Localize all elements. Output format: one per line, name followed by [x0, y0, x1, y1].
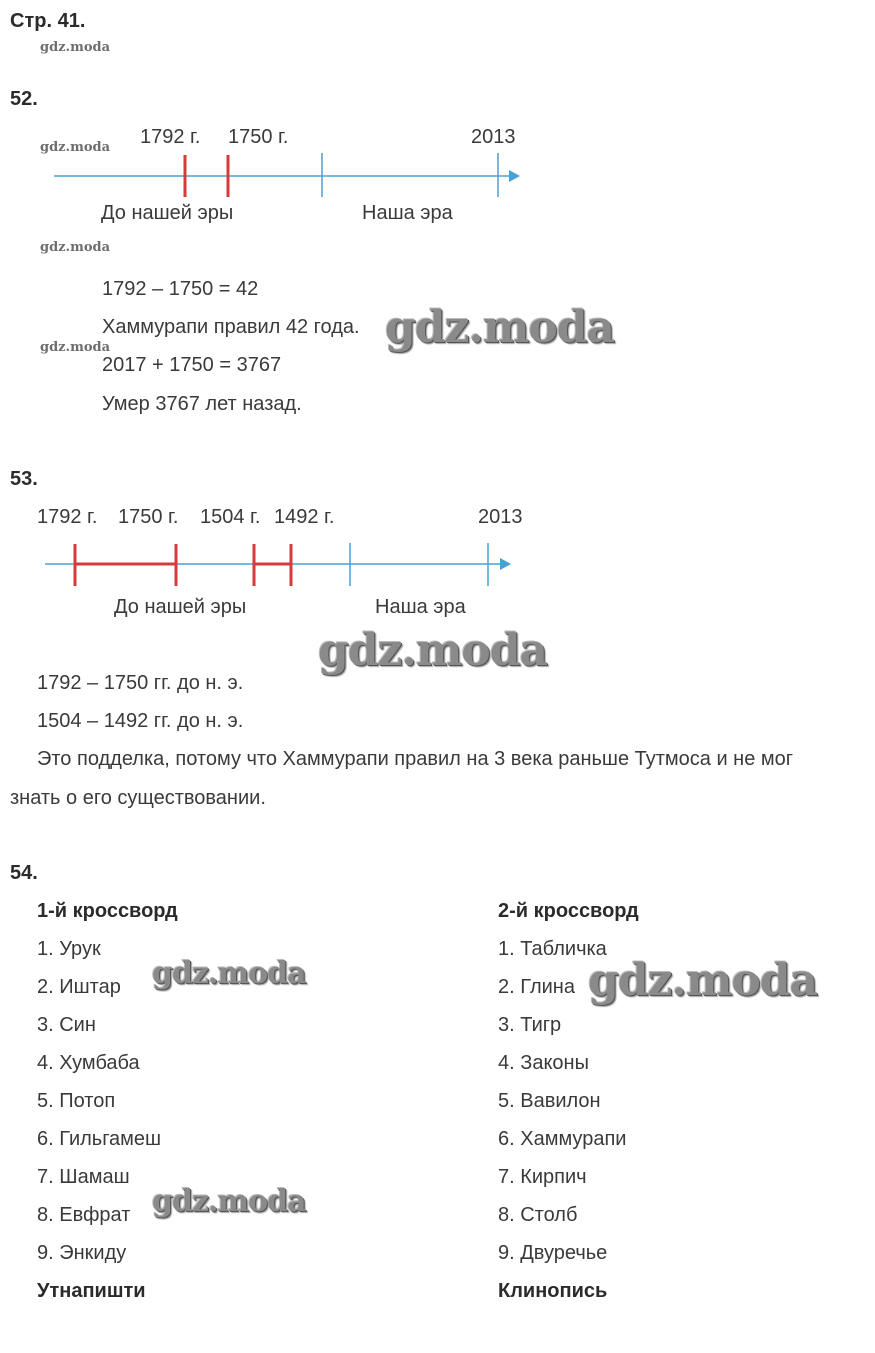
task-53-line-3: Это подделка, потому что Хаммурапи правил на 3 века раньше Тутмоса и не мог — [37, 748, 794, 770]
timeline-53-label-2013: 2013 — [478, 506, 523, 528]
watermark: gdz.moda — [318, 625, 548, 676]
watermark: gdz.moda — [152, 1184, 306, 1219]
timeline-53-label-1792: 1792 г. — [37, 506, 98, 528]
crossword-2-item: 9. Двуречье — [498, 1242, 608, 1264]
crossword-1-item: 5. Потоп — [37, 1090, 116, 1112]
crossword-1-item: 4. Хумбаба — [37, 1052, 140, 1074]
crossword-1-item: 9. Энкиду — [37, 1242, 127, 1264]
task-54-number: 54. — [10, 862, 38, 884]
crossword-2-item: 1. Табличка — [498, 938, 607, 960]
task-53-number: 53. — [10, 468, 38, 490]
task-52-number: 52. — [10, 88, 38, 110]
crossword-1-item: 7. Шамаш — [37, 1166, 130, 1188]
task-52-line-1: 1792 – 1750 = 42 — [102, 278, 259, 300]
timeline-52-label-2013: 2013 — [471, 126, 516, 148]
watermark: gdz.moda — [385, 302, 615, 353]
crossword-2-item: 6. Хаммурапи — [498, 1128, 627, 1150]
crossword-1-title: 1-й кроссворд — [37, 900, 178, 922]
crossword-1-item: 2. Иштар — [37, 976, 121, 998]
task-52-line-4: Умер 3767 лет назад. — [102, 393, 302, 415]
crossword-1-item: 8. Евфрат — [37, 1204, 131, 1226]
timeline-52-era-bc: До нашей эры — [101, 202, 234, 224]
task-53-line-4: знать о его существовании. — [10, 787, 266, 809]
crossword-1-item: 3. Син — [37, 1014, 96, 1036]
crossword-1-item: 6. Гильгамеш — [37, 1128, 162, 1150]
timeline-53-label-1492: 1492 г. — [274, 506, 335, 528]
watermark: gdz.moda — [40, 340, 111, 355]
crossword-1-item: 1. Урук — [37, 938, 101, 960]
watermark: gdz.moda — [152, 956, 306, 991]
watermark: gdz.moda — [40, 40, 111, 55]
crossword-2-item: 3. Тигр — [498, 1014, 562, 1036]
timeline-52-era-ad: Наша эра — [362, 202, 453, 224]
crossword-2-answer: Клинопись — [498, 1280, 608, 1302]
watermark: gdz.moda — [40, 140, 111, 155]
timeline-53-era-ad: Наша эра — [375, 596, 466, 618]
timeline-53-era-bc: До нашей эры — [114, 596, 247, 618]
timeline-53-label-1504: 1504 г. — [200, 506, 261, 528]
task-52-line-2: Хаммурапи правил 42 года. — [102, 316, 360, 338]
watermark: gdz.moda — [588, 955, 818, 1006]
timeline-52-label-1792: 1792 г. — [140, 126, 201, 148]
crossword-2-item: 7. Кирпич — [498, 1166, 587, 1188]
crossword-2-item: 4. Законы — [498, 1052, 589, 1074]
crossword-2-title: 2-й кроссворд — [498, 900, 639, 922]
timeline-52-label-1750: 1750 г. — [228, 126, 289, 148]
task-52-line-3: 2017 + 1750 = 3767 — [102, 354, 282, 376]
timeline-53-label-1750: 1750 г. — [118, 506, 179, 528]
page-reference: Стр. 41. — [10, 10, 86, 32]
crossword-2-item: 5. Вавилон — [498, 1090, 601, 1112]
crossword-1-answer: Утнапишти — [37, 1280, 146, 1302]
timeline-53 — [0, 0, 875, 650]
crossword-2-item: 2. Глина — [498, 976, 575, 998]
watermark: gdz.moda — [40, 240, 111, 255]
crossword-2-item: 8. Столб — [498, 1204, 578, 1226]
timeline-53-arrowhead — [500, 558, 511, 570]
task-53-line-1: 1792 – 1750 гг. до н. э. — [37, 672, 244, 694]
task-53-line-2: 1504 – 1492 гг. до н. э. — [37, 710, 244, 732]
